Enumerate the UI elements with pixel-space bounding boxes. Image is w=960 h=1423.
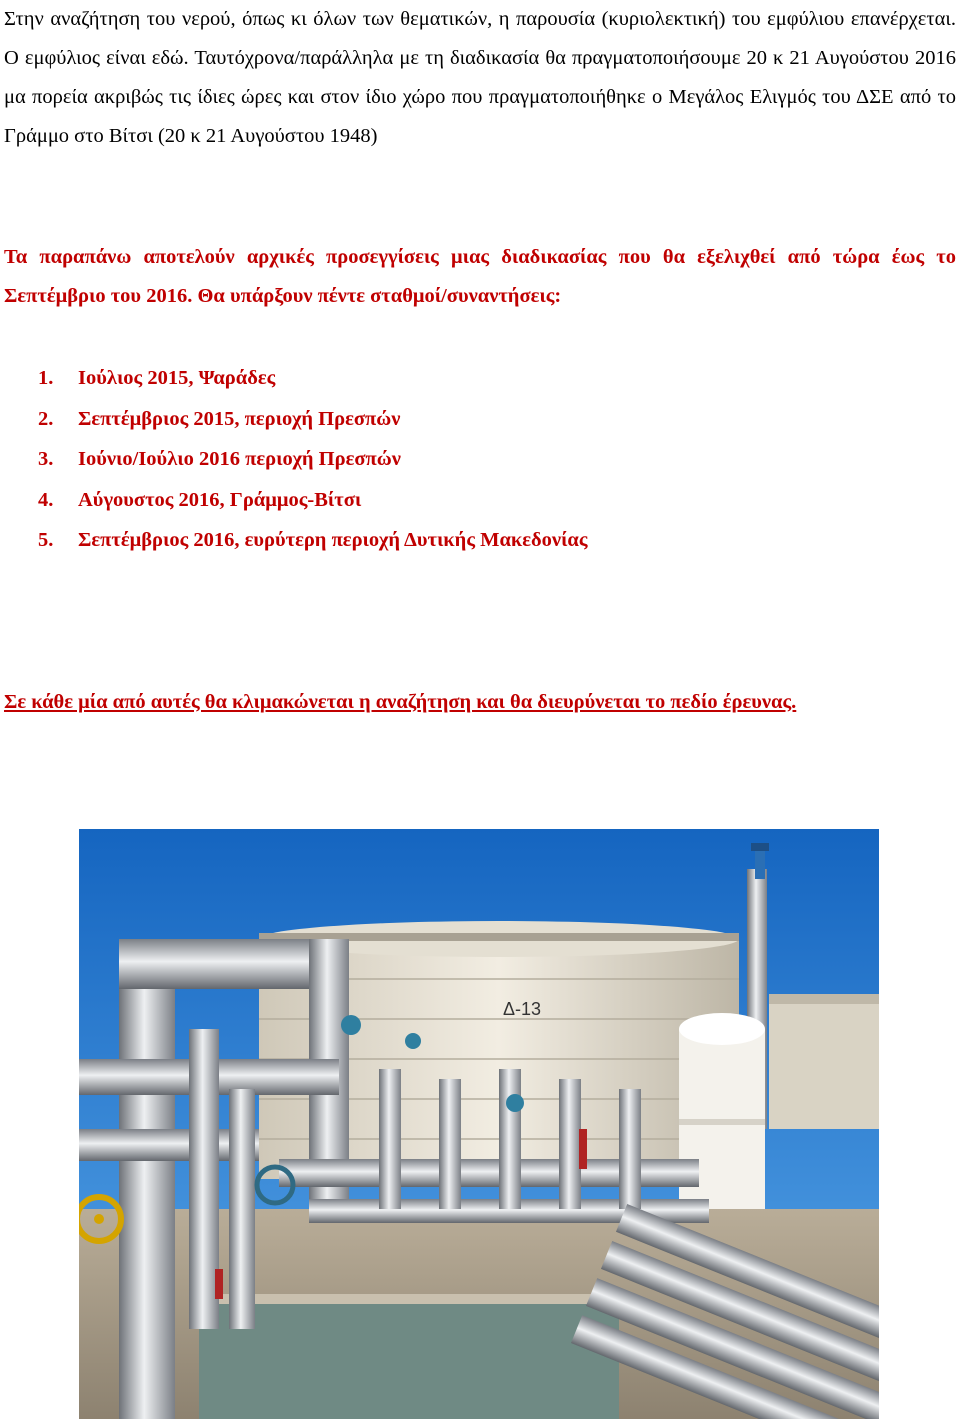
water-treatment-plant-photo [79,829,879,1419]
list-item [38,439,588,480]
list-item-label: Ιούλιος 2015, Ψαράδες [78,367,276,389]
list-item [38,520,588,561]
water-basin [199,1299,619,1419]
list-item [38,480,588,521]
plan-paragraph: Τα παραπάνω αποτελούν αρχικές προσεγγίσεις μιας διαδικασίας που θα εξελιχθεί από τώρα έως το Σεπτέμβριο του 2016. Θα υπάρξουν πέντε σταθμοί/συναντήσεις: [4,246,956,307]
tank-label: Δ-13 [503,999,542,1019]
red-fitting [579,1129,587,1169]
far-tank [769,999,879,1129]
list-item [38,399,588,440]
list-item-number: 5. [38,529,54,551]
intro-paragraph: Στην αναζήτηση του νερού, όπως κι όλων των θεματικών, η παρουσία (κυριολεκτική) του εμφύλιου επανέρχεται. Ο εμφύλιος είναι εδώ. Ταυτόχρονα/παράλληλα με τη διαδικασία θα πραγματοποιήσουμε 20 κ 21 Αυγούστου 2016 μα πορεία ακριβώς τις ίδιες ώρες και στον ίδιο χώρο που πραγματοποιήθηκε ο Μεγάλος Ελιγμός του ΔΣΕ από το Γράμμο στο Βίτσι (20 κ 21 Αυγούστου 1948) [4,8,956,147]
list-item-label: Σεπτέμβριος 2016, ευρύτερη περιοχή Δυτικής Μακεδονίας [78,529,588,551]
list-item-number: 3. [38,448,54,470]
list-item [38,358,588,399]
stations-list [38,358,588,561]
closing-paragraph: Σε κάθε μία από αυτές θα κλιμακώνεται η αναζήτηση και θα διευρύνεται το πεδίο έρευνας. [4,691,797,713]
photo-illustration [79,829,879,1419]
list-item-label: Ιούνιο/Ιούλιο 2016 περιοχή Πρεσπών [78,448,401,470]
list-item-number: 2. [38,407,54,430]
list-item-number: 1. [38,367,54,389]
list-item-number: 4. [38,488,54,511]
list-item-label: Αύγουστος 2016, Γράμμος-Βίτσι [78,488,362,511]
list-item-label: Σεπτέμβριος 2015, περιοχή Πρεσπών [78,407,401,430]
